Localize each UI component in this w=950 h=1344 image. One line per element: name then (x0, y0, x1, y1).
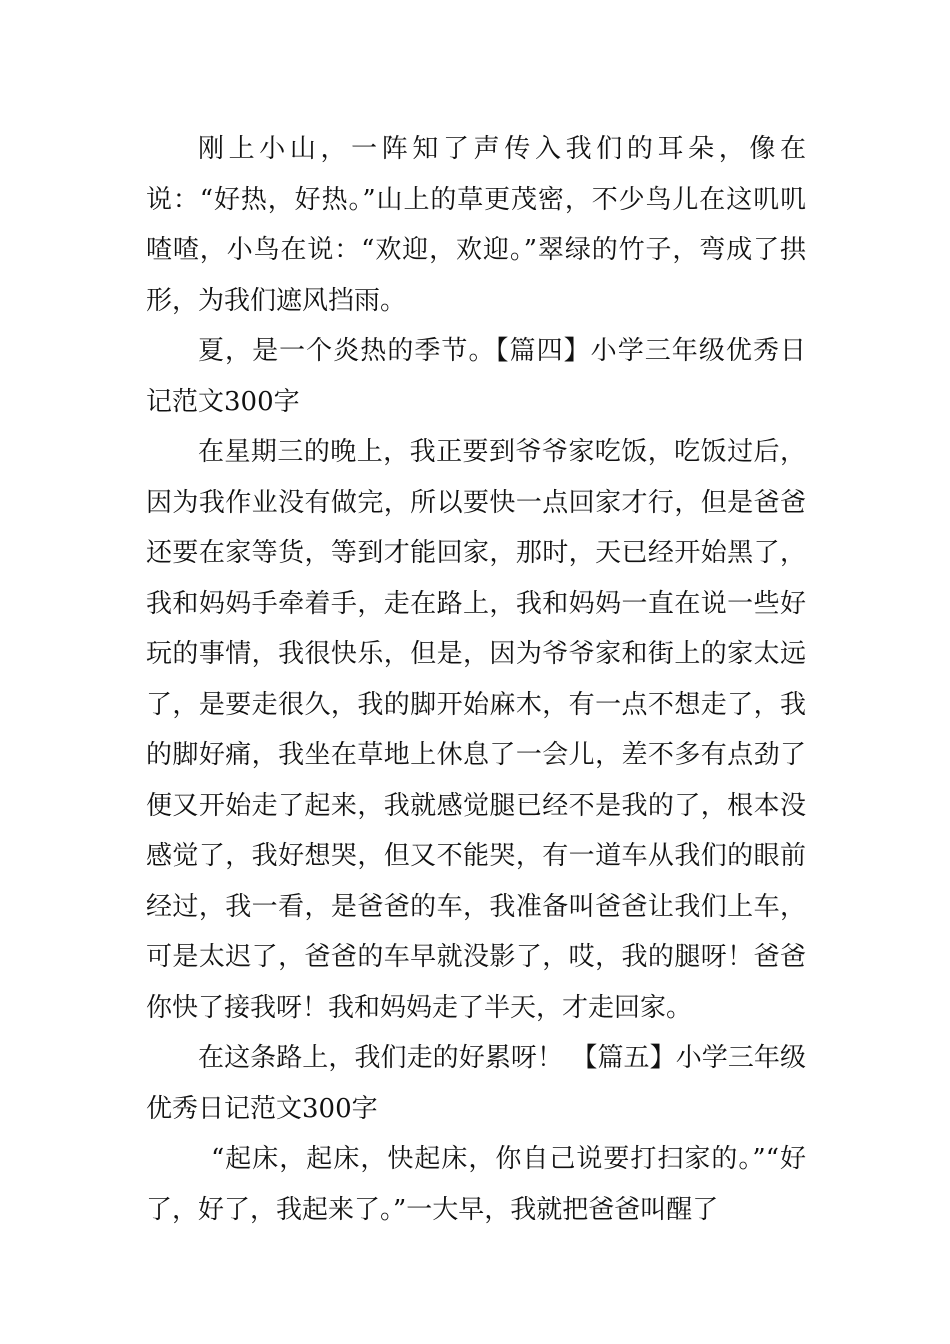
paragraph-mountain: 刚上小山，一阵知了声传入我们的耳朵，像在说：“好热，好热。”山上的草更茂密，不少鸟儿在这叽叽喳喳，小鸟在说：“欢迎，欢迎。”翠绿的竹子，弯成了拱形，为我们遮风挡雨。 (146, 134, 806, 316)
paragraph-wake-up: “起床，起床，快起床，你自己说要打扫家的。”“好了，好了，我起来了。”一大早，我就把爸爸叫醒了 (146, 1144, 806, 1225)
paragraph-summer-heading: 夏，是一个炎热的季节。【篇四】小学三年级优秀日记范文300字 (146, 336, 806, 417)
paragraph-wednesday-walk: 在星期三的晚上，我正要到爷爷家吃饭，吃饭过后，因为我作业没有做完，所以要快一点回家才行，但是爸爸还要在家等货，等到才能回家，那时，天已经开始黑了，我和妈妈手牵着手，走在路上，我和妈妈一直在说一些好玩的事情，我很快乐，但是，因为爷爷家和街上的家太远了，是要走很久，我的脚开始麻木，有一点不想走了，我的脚好痛，我坐在草地上休息了一会儿，差不多有点劲了便又开始走了起来，我就感觉腿已经不是我的了，根本没感觉了，我好想哭，但又不能哭，有一道车从我们的眼前经过，我一看，是爸爸的车，我准备叫爸爸让我们上车，可是太迟了，爸爸的车早就没影了，哎，我的腿呀！爸爸你快了接我呀！我和妈妈走了半天，才走回家。 (146, 437, 806, 1023)
document-body (146, 124, 806, 1235)
paragraph-road-heading: 在这条路上，我们走的好累呀！ 【篇五】小学三年级优秀日记范文300字 (146, 1043, 806, 1124)
